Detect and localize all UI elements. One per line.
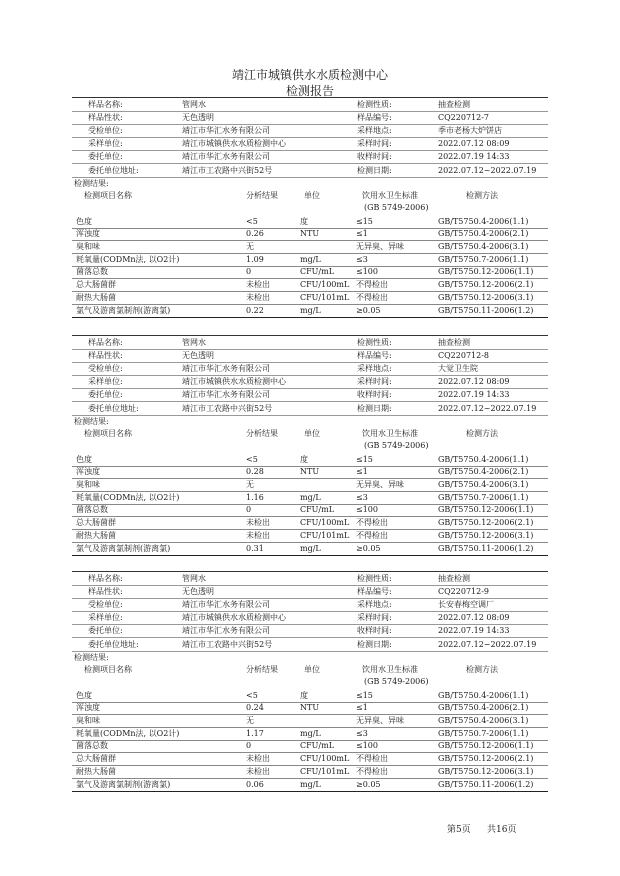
info-value-entrust-unit: 靖江市华汇水务有限公司 [182, 626, 270, 636]
info-value-entrust-unit: 靖江市华汇水务有限公司 [182, 152, 270, 162]
cell-method: GB/T5750.12-2006(3.1) [438, 766, 534, 776]
cell-standard: ≥0.05 [356, 305, 381, 315]
cell-unit: CFU/100mL [300, 280, 350, 290]
cell-unit: CFU/mL [300, 267, 335, 277]
info-label: 样品性状: [88, 351, 123, 361]
cell-method: GB/T5750.11-2006(1.2) [438, 305, 534, 315]
section-top-rule [72, 335, 548, 336]
info-row-rule [72, 163, 548, 164]
col-header-method: 检测方法 [466, 428, 498, 438]
cell-item: 耗氧量(CODMn法, 以O2计) [76, 492, 180, 502]
col-header-standard: 饮用水卫生标准 [362, 190, 418, 200]
info-value-sampling-unit: 靖江市城镇供水水质检测中心 [182, 613, 286, 623]
cell-item: 耐热大肠菌 [76, 292, 116, 302]
col-header-item: 检测项目名称 [84, 428, 132, 438]
cell-result: <5 [246, 216, 258, 226]
cell-method: GB/T5750.12-2006(1.1) [438, 267, 534, 277]
cell-unit: mg/L [300, 728, 321, 738]
col-header-item: 检测项目名称 [84, 664, 132, 674]
cell-unit: CFU/101mL [300, 766, 350, 776]
col-header-unit: 单位 [304, 664, 320, 674]
info-label: 采样地点: [357, 126, 392, 136]
cell-result: 0.26 [246, 229, 264, 239]
cell-result: 0.24 [246, 703, 264, 713]
info-label: 检测性质: [357, 338, 392, 347]
info-value-client-unit: 靖江市华汇水务有限公司 [182, 600, 270, 610]
info-row-rule [72, 388, 548, 389]
info-label: 委托单位地址: [88, 165, 139, 175]
info-value-sample-property: 无色透明 [182, 113, 214, 123]
section-bottom-rule [72, 791, 548, 792]
info-label: 样品性状: [88, 113, 123, 123]
info-value-receive-time: 2022.07.19 14:33 [438, 390, 510, 400]
cell-item: 氯气及游离氯制剂(游离氯) [76, 543, 171, 553]
info-row-rule [72, 177, 548, 178]
cell-item: 耗氧量(CODMn法, 以O2计) [76, 728, 180, 738]
cell-result: 未检出 [246, 754, 270, 764]
info-label: 受检单位: [88, 126, 123, 136]
col-header-result: 分析结果 [246, 190, 278, 200]
results-label: 检测结果: [74, 652, 109, 662]
info-label: 采样时间: [357, 377, 392, 387]
cell-standard: ≤100 [356, 505, 378, 515]
cell-method: GB/T5750.4-2006(1.1) [438, 690, 529, 700]
info-value-sample-number: CQ220712-9 [438, 587, 490, 597]
info-label: 委托单位地址: [88, 639, 139, 649]
info-value-client-unit: 靖江市华汇水务有限公司 [182, 364, 270, 374]
section-bottom-rule [72, 317, 548, 318]
info-value-inspection-nature: 抽查检测 [438, 574, 470, 583]
cell-method: GB/T5750.4-2006(2.1) [438, 467, 529, 477]
cell-method: GB/T5750.4-2006(2.1) [438, 703, 529, 713]
info-label: 检测日期: [357, 639, 392, 649]
cell-item: 色度 [76, 216, 92, 226]
cell-result: 0.28 [246, 467, 264, 477]
info-row-rule [72, 124, 548, 125]
page-total: 共16页 [487, 825, 517, 835]
cell-standard: ≤1 [356, 467, 368, 477]
cell-unit: CFU/101mL [300, 530, 350, 540]
cell-standard: ≤15 [356, 690, 373, 700]
cell-method: GB/T5750.7-2006(1.1) [438, 492, 529, 502]
info-label: 样品编号: [357, 351, 392, 361]
info-row-rule [72, 137, 548, 138]
cell-standard: ≤100 [356, 741, 378, 751]
info-label: 收样时间: [357, 626, 392, 636]
col-header-unit: 单位 [304, 428, 320, 438]
cell-method: GB/T5750.12-2006(2.1) [438, 518, 534, 528]
info-label: 检测性质: [357, 574, 392, 583]
cell-unit: CFU/100mL [300, 518, 350, 528]
section-top-rule [72, 571, 548, 572]
info-value-sample-number: CQ220712-7 [438, 113, 490, 123]
cell-item: 色度 [76, 454, 92, 464]
cell-standard: ≤3 [356, 254, 368, 264]
cell-item: 浑浊度 [76, 467, 100, 477]
cell-result: 0 [246, 267, 252, 277]
cell-standard: ≥0.05 [356, 543, 381, 553]
cell-result: 未检出 [246, 292, 270, 302]
cell-result: 无 [246, 480, 254, 489]
info-label: 受检单位: [88, 600, 123, 610]
info-value-sample-name: 管网水 [182, 100, 206, 109]
col-header-standard: 饮用水卫生标准 [362, 664, 418, 674]
col-header-standard-code: (GB 5749-2006) [364, 440, 429, 450]
cell-standard: ≤1 [356, 229, 368, 239]
cell-method: GB/T5750.4-2006(3.1) [438, 242, 529, 251]
cell-method: GB/T5750.4-2006(3.1) [438, 480, 529, 489]
info-row-rule [72, 415, 548, 416]
cell-standard: 不得检出 [356, 754, 388, 764]
info-label: 委托单位地址: [88, 403, 139, 413]
info-row-rule [72, 637, 548, 638]
col-header-method: 检测方法 [466, 664, 498, 674]
cell-result: 未检出 [246, 518, 270, 528]
info-value-sample-property: 无色透明 [182, 587, 214, 597]
cell-standard: 不得检出 [356, 280, 388, 290]
info-label: 样品名称: [88, 338, 123, 347]
info-label: 采样单位: [88, 377, 123, 387]
cell-method: GB/T5750.7-2006(1.1) [438, 728, 529, 738]
cell-item: 总大肠菌群 [76, 518, 116, 528]
cell-method: GB/T5750.12-2006(1.1) [438, 741, 534, 751]
info-value-inspection-date: 2022.07.12~2022.07.19 [438, 165, 537, 175]
cell-item: 菌落总数 [76, 741, 108, 751]
info-row-rule [72, 585, 548, 586]
info-label: 样品名称: [88, 100, 123, 109]
info-row-rule [72, 111, 548, 112]
info-label: 采样单位: [88, 139, 123, 149]
info-row-rule [72, 651, 548, 652]
info-row-rule [72, 611, 548, 612]
info-value-receive-time: 2022.07.19 14:33 [438, 626, 510, 636]
cell-standard: ≤15 [356, 454, 373, 464]
center-name: 靖江市城镇供水水质检测中心 [231, 68, 388, 82]
cell-result: 未检出 [246, 280, 270, 290]
info-value-sampling-unit: 靖江市城镇供水水质检测中心 [182, 139, 286, 149]
cell-item: 菌落总数 [76, 267, 108, 277]
info-value-inspection-nature: 抽查检测 [438, 100, 470, 109]
page-current: 第5页 [447, 825, 471, 835]
cell-standard: ≤1 [356, 703, 368, 713]
info-value-sample-property: 无色透明 [182, 351, 214, 361]
cell-result: 未检出 [246, 766, 270, 776]
info-value-entrust-address: 靖江市工农路中兴街52号 [182, 165, 273, 175]
info-row-rule [72, 401, 548, 402]
cell-result: 0 [246, 505, 252, 515]
info-row-rule [72, 598, 548, 599]
info-value-sampling-location: 长安春梅空调厂 [438, 600, 494, 610]
cell-standard: ≤100 [356, 267, 378, 277]
info-label: 采样地点: [357, 600, 392, 610]
cell-unit: 度 [300, 454, 308, 464]
col-header-unit: 单位 [304, 190, 320, 200]
cell-method: GB/T5750.12-2006(2.1) [438, 754, 534, 764]
cell-result: 0.22 [246, 305, 264, 315]
cell-unit: 度 [300, 216, 308, 226]
cell-unit: CFU/mL [300, 505, 335, 515]
cell-unit: NTU [300, 229, 320, 239]
info-label: 采样时间: [357, 139, 392, 149]
info-row-rule [72, 362, 548, 363]
info-value-receive-time: 2022.07.19 14:33 [438, 152, 510, 162]
col-header-method: 检测方法 [466, 190, 498, 200]
cell-standard: 不得检出 [356, 518, 388, 528]
info-label: 收样时间: [357, 152, 392, 162]
cell-item: 氯气及游离氯制剂(游离氯) [76, 305, 171, 315]
info-label: 受检单位: [88, 364, 123, 374]
cell-method: GB/T5750.12-2006(3.1) [438, 530, 534, 540]
info-value-sampling-time: 2022.07.12 08:09 [438, 377, 510, 387]
cell-item: 浑浊度 [76, 703, 100, 713]
report-title: 检测报告 [285, 84, 334, 98]
info-value-inspection-date: 2022.07.12~2022.07.19 [438, 639, 537, 649]
info-row-rule [72, 375, 548, 376]
cell-item: 臭和味 [76, 480, 100, 489]
info-label: 样品编号: [357, 587, 392, 597]
cell-result: 0.06 [246, 779, 264, 789]
cell-item: 耗氧量(CODMn法, 以O2计) [76, 254, 180, 264]
cell-unit: 度 [300, 690, 308, 700]
cell-result: 0.31 [246, 543, 264, 553]
col-header-result: 分析结果 [246, 428, 278, 438]
cell-item: 耐热大肠菌 [76, 530, 116, 540]
info-label: 委托单位: [88, 152, 123, 162]
col-header-standard-code: (GB 5749-2006) [364, 676, 429, 686]
cell-unit: CFU/101mL [300, 292, 350, 302]
info-row-rule [72, 150, 548, 151]
col-header-standard-code: (GB 5749-2006) [364, 202, 429, 212]
info-value-inspection-nature: 抽查检测 [438, 338, 470, 347]
info-value-sampling-location: 季市老杨大炉饼店 [438, 126, 502, 136]
cell-result: 1.09 [246, 254, 264, 264]
cell-item: 臭和味 [76, 716, 100, 725]
cell-method: GB/T5750.4-2006(1.1) [438, 216, 529, 226]
cell-result: 无 [246, 716, 254, 725]
cell-standard: 无异臭、异味 [356, 242, 404, 251]
cell-standard: ≤3 [356, 728, 368, 738]
info-value-sample-name: 管网水 [182, 574, 206, 583]
section-top-rule [72, 97, 548, 98]
info-label: 收样时间: [357, 390, 392, 400]
cell-method: GB/T5750.12-2006(1.1) [438, 505, 534, 515]
info-value-sampling-time: 2022.07.12 08:09 [438, 139, 510, 149]
cell-item: 臭和味 [76, 242, 100, 251]
info-value-sampling-location: 大觉卫生院 [438, 364, 478, 374]
cell-item: 浑浊度 [76, 229, 100, 239]
cell-method: GB/T5750.11-2006(1.2) [438, 543, 534, 553]
info-value-sampling-unit: 靖江市城镇供水水质检测中心 [182, 377, 286, 387]
info-label: 检测性质: [357, 100, 392, 109]
col-header-result: 分析结果 [246, 664, 278, 674]
cell-unit: CFU/100mL [300, 754, 350, 764]
info-value-client-unit: 靖江市华汇水务有限公司 [182, 126, 270, 136]
info-value-entrust-address: 靖江市工农路中兴街52号 [182, 403, 273, 413]
cell-result: <5 [246, 454, 258, 464]
info-row-rule [72, 624, 548, 625]
cell-standard: 不得检出 [356, 292, 388, 302]
cell-standard: 无异臭、异味 [356, 480, 404, 489]
info-label: 检测日期: [357, 403, 392, 413]
info-value-inspection-date: 2022.07.12~2022.07.19 [438, 403, 537, 413]
cell-unit: mg/L [300, 305, 321, 315]
col-header-item: 检测项目名称 [84, 190, 132, 200]
section-bottom-rule [72, 555, 548, 556]
cell-standard: 不得检出 [356, 530, 388, 540]
cell-method: GB/T5750.4-2006(1.1) [438, 454, 529, 464]
cell-standard: ≤15 [356, 216, 373, 226]
info-label: 样品名称: [88, 574, 123, 583]
cell-unit: NTU [300, 467, 320, 477]
cell-standard: ≥0.05 [356, 779, 381, 789]
cell-item: 总大肠菌群 [76, 754, 116, 764]
cell-item: 菌落总数 [76, 505, 108, 515]
cell-unit: NTU [300, 703, 320, 713]
cell-method: GB/T5750.7-2006(1.1) [438, 254, 529, 264]
info-value-entrust-address: 靖江市工农路中兴街52号 [182, 639, 273, 649]
cell-standard: 无异臭、异味 [356, 716, 404, 725]
cell-result: 1.16 [246, 492, 264, 502]
info-label: 样品编号: [357, 113, 392, 123]
info-label: 委托单位: [88, 626, 123, 636]
info-value-entrust-unit: 靖江市华汇水务有限公司 [182, 390, 270, 400]
info-label: 检测日期: [357, 165, 392, 175]
cell-method: GB/T5750.12-2006(3.1) [438, 292, 534, 302]
info-label: 采样地点: [357, 364, 392, 374]
cell-unit: CFU/mL [300, 741, 335, 751]
cell-unit: mg/L [300, 543, 321, 553]
cell-result: <5 [246, 690, 258, 700]
results-label: 检测结果: [74, 178, 109, 188]
info-value-sample-name: 管网水 [182, 338, 206, 347]
info-value-sample-number: CQ220712-8 [438, 351, 490, 361]
info-label: 委托单位: [88, 390, 123, 400]
info-label: 样品性状: [88, 587, 123, 597]
cell-item: 色度 [76, 690, 92, 700]
cell-standard: ≤3 [356, 492, 368, 502]
cell-result: 0 [246, 741, 252, 751]
cell-unit: mg/L [300, 492, 321, 502]
info-row-rule [72, 349, 548, 350]
cell-unit: mg/L [300, 779, 321, 789]
cell-method: GB/T5750.12-2006(2.1) [438, 280, 534, 290]
cell-item: 耐热大肠菌 [76, 766, 116, 776]
cell-result: 未检出 [246, 530, 270, 540]
cell-result: 1.17 [246, 728, 264, 738]
cell-unit: mg/L [300, 254, 321, 264]
cell-result: 无 [246, 242, 254, 251]
info-label: 采样时间: [357, 613, 392, 623]
cell-method: GB/T5750.11-2006(1.2) [438, 779, 534, 789]
cell-method: GB/T5750.4-2006(3.1) [438, 716, 529, 725]
cell-item: 总大肠菌群 [76, 280, 116, 290]
results-label: 检测结果: [74, 416, 109, 426]
cell-item: 氯气及游离氯制剂(游离氯) [76, 779, 171, 789]
cell-method: GB/T5750.4-2006(2.1) [438, 229, 529, 239]
cell-standard: 不得检出 [356, 766, 388, 776]
info-value-sampling-time: 2022.07.12 08:09 [438, 613, 510, 623]
col-header-standard: 饮用水卫生标准 [362, 428, 418, 438]
info-label: 采样单位: [88, 613, 123, 623]
